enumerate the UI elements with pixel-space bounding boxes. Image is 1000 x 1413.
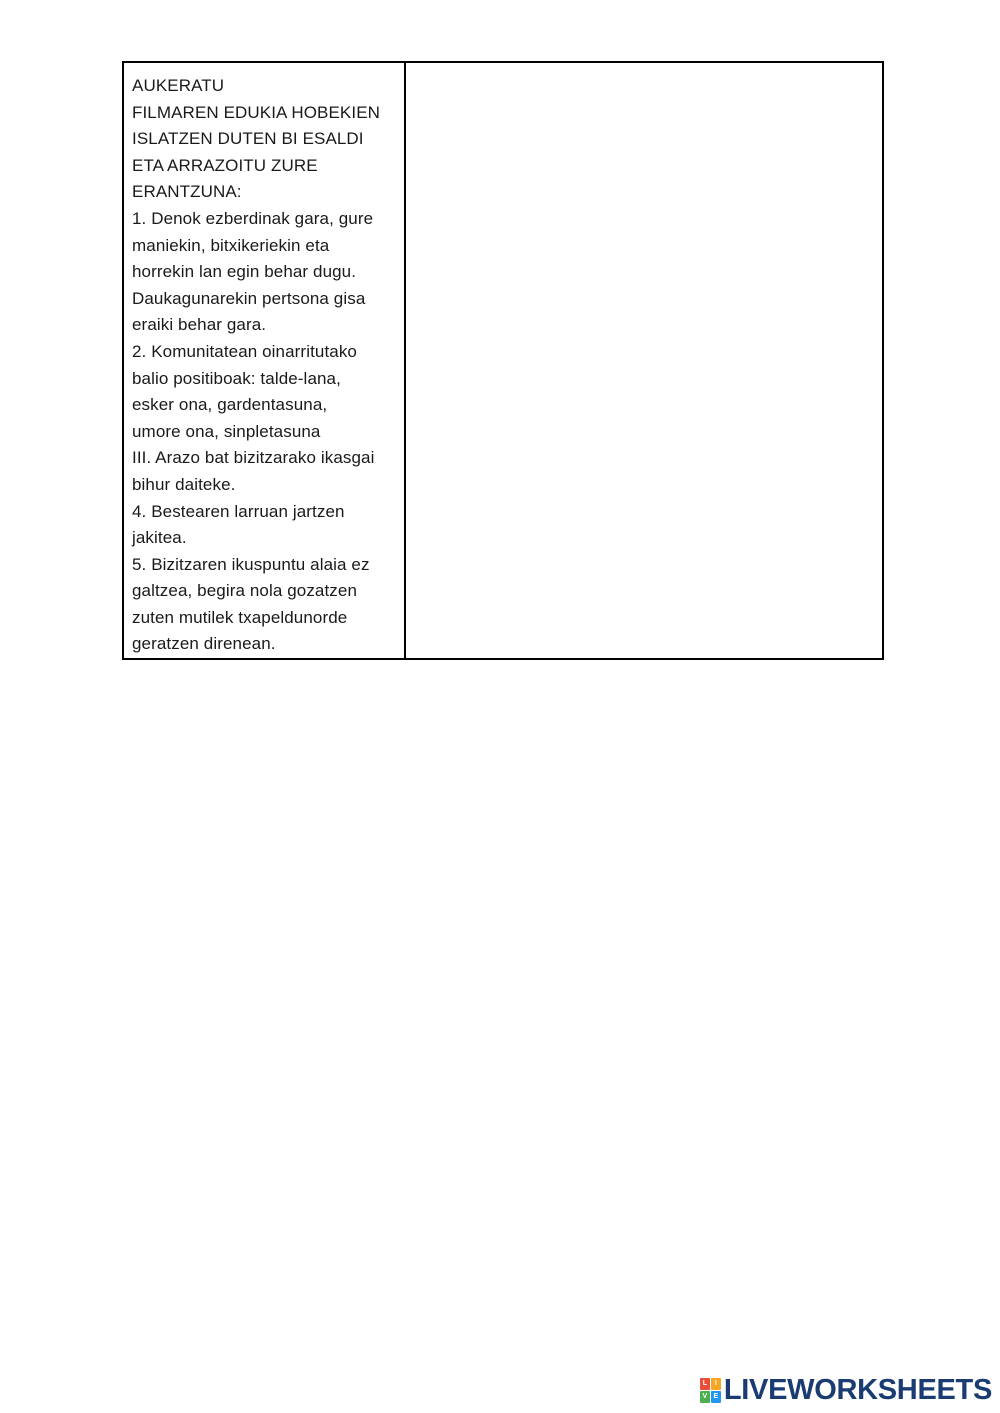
question-line: jakitea. — [132, 528, 187, 548]
question-line: ISLATZEN DUTEN BI ESALDI — [132, 129, 364, 149]
question-line: III. Arazo bat bizitzarako ikasgai — [132, 448, 375, 468]
logo-tile: V — [700, 1391, 710, 1403]
question-line: bihur daiteke. — [132, 474, 236, 494]
question-line: galtzea, begira nola gozatzen — [132, 581, 358, 601]
question-line: maniekin, bitxikeriekin eta — [132, 235, 330, 255]
liveworksheets-logo-icon — [700, 1378, 721, 1403]
worksheet-table — [122, 61, 884, 660]
question-line: geratzen direnean. — [132, 634, 276, 654]
question-line: horrekin lan egin behar dugu. — [132, 262, 357, 282]
answer-cell[interactable] — [405, 62, 883, 659]
logo-tile: E — [711, 1391, 721, 1403]
question-line: esker ona, gardentasuna, — [132, 395, 328, 415]
logo-tile: L — [700, 1378, 710, 1390]
question-line: 2. Komunitatean oinarritutako — [132, 341, 357, 361]
question-line: balio positiboak: talde-lana, — [132, 368, 341, 388]
question-line: eraiki behar gara. — [132, 315, 267, 335]
question-line: ETA ARRAZOITU ZURE — [132, 155, 318, 175]
question-text — [124, 63, 404, 658]
question-line: zuten mutilek txapeldunorde — [132, 607, 348, 627]
question-line: 4. Bestearen larruan jartzen — [132, 501, 345, 521]
question-line: FILMAREN EDUKIA HOBEKIEN — [132, 102, 381, 122]
question-line: AUKERATU — [132, 76, 225, 95]
answer-area[interactable] — [406, 63, 882, 655]
question-line: 1. Denok ezberdinak gara, gure — [132, 208, 374, 228]
logo-tile: I — [711, 1378, 721, 1390]
brand-name: LIVEWORKSHEETS — [723, 1374, 992, 1406]
question-line: Daukagunarekin pertsona gisa — [132, 288, 366, 308]
question-line: umore ona, sinpletasuna — [132, 421, 321, 441]
question-cell — [123, 62, 405, 659]
question-line: ERANTZUNA: — [132, 182, 242, 202]
liveworksheets-logo — [700, 1374, 992, 1407]
question-line: 5. Bizitzaren ikuspuntu alaia ez — [132, 554, 370, 574]
table-row — [123, 62, 883, 659]
